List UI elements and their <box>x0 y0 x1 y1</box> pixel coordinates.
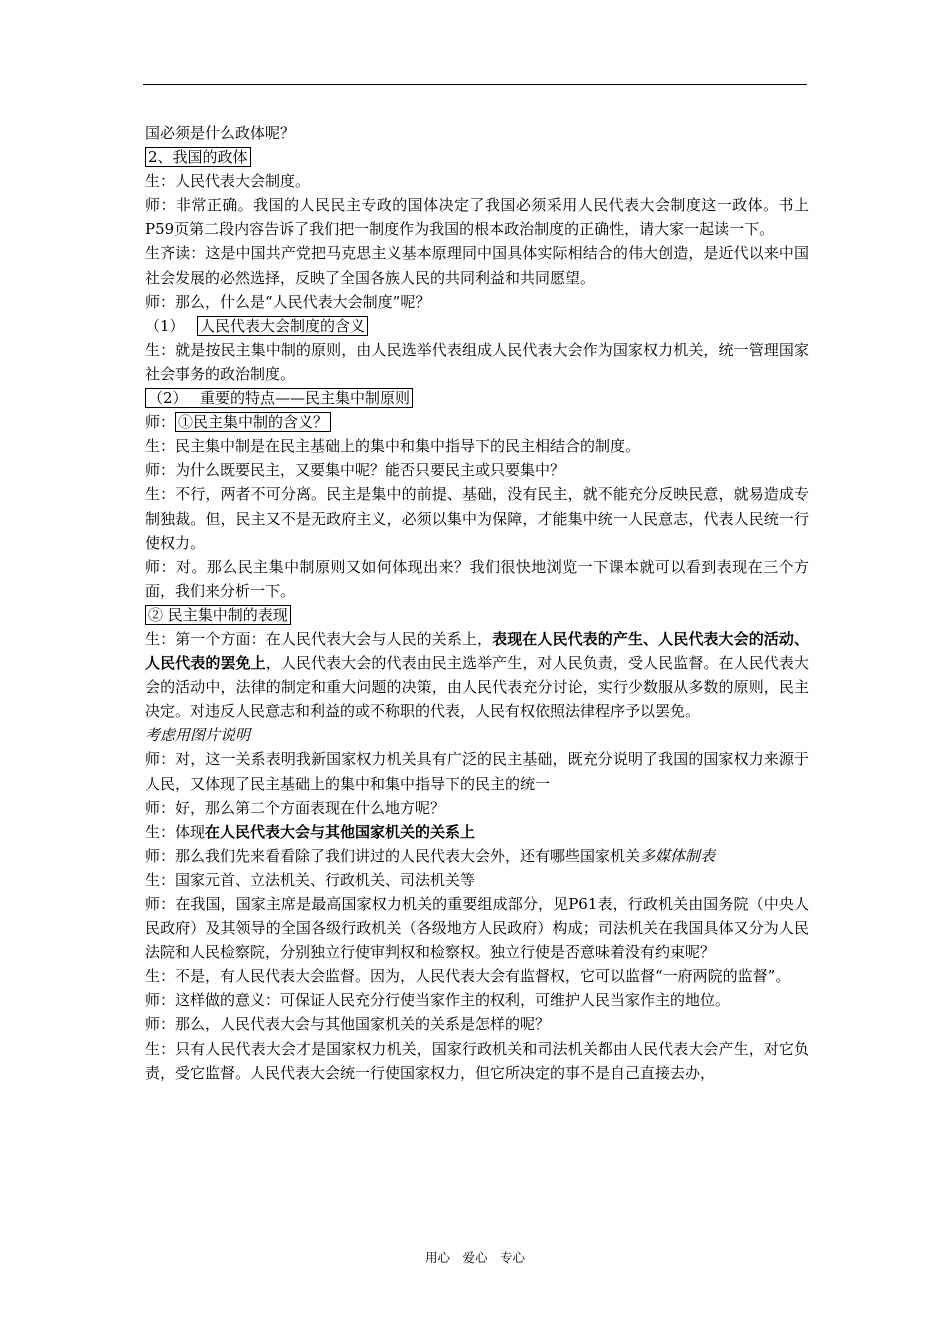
subheading-number: （1） <box>145 316 185 335</box>
paragraph: 师：为什么既要民主，又要集中呢？能否只要民主或只要集中？ <box>145 461 566 480</box>
subheading-text: 重要的特点——民主集中制原则 <box>200 389 411 408</box>
paragraph: 生齐读：这是中国共产党把马克思主义基本原理同中国具体实际相结合的伟大创造，是近代以来中国社会发展的必然选择，反映了全国各族人民的共同利益和共同愿望。 <box>145 244 809 287</box>
bold-text: 在人民代表大会与其他国家机关的关系上 <box>205 822 476 841</box>
subheading-1 <box>145 314 809 338</box>
paragraph: 生：人民代表大会制度。 <box>145 172 311 191</box>
paragraph: 师：那么，人民代表大会与其他国家机关的关系是怎样的呢？ <box>145 1015 551 1034</box>
boxed-heading <box>145 388 413 408</box>
paragraph: 生：不是，有人民代表大会监督。因为，人民代表大会有监督权，它可以监督“一府两院的监督”。 <box>145 967 791 986</box>
paragraph <box>145 410 809 434</box>
subheading-2 <box>145 386 809 410</box>
paragraph <box>145 844 809 868</box>
boxed-heading: 人民代表大会制度的含义 <box>197 316 368 336</box>
paragraph: 生：不行，两者不可分离。民主是集中的前提、基础，没有民主，就不能充分反映民意，就易造成专制独裁。但，民主又不是无政府主义，必须以集中为保障，才能集中统一人民意志，代表人民统一行使权力。 <box>145 485 809 552</box>
italic-note: 考虑用图片说明 <box>145 726 251 745</box>
paragraph: 师：非常正确。我国的人民民主专政的国体决定了我国必须采用人民代表大会制度这一政体。书上P59页第二段内容告诉了我们把一制度作为我国的根本政治制度的正确性，请大家一起读一下。 <box>145 196 809 239</box>
paragraph: 师：好，那么第二个方面表现在什么地方呢？ <box>145 798 446 817</box>
paragraph: 师：对。那么民主集中制原则又如何体现出来？我们很快地浏览一下课本就可以看到表现在三个方面，我们来分析一下。 <box>145 557 809 600</box>
paragraph: 生：只有人民代表大会才是国家权力机关，国家行政机关和司法机关都由人民代表大会产生，对它负责，受它监督。人民代表大会统一行使国家权力，但它所决定的事不是自己直接去办， <box>145 1039 809 1082</box>
paragraph <box>145 820 809 844</box>
section-heading <box>145 145 809 169</box>
paragraph: 师：在我国，国家主席是最高国家权力机关的重要组成部分，见P61表，行政机关由国务院（中央人民政府）及其领导的全国各级行政机关（各级地方人民政府）构成；司法机关在我国具体又分为人民法院和人民检察院，分别独立行使审判权和检察权。独立行使是否意味着没有约束呢？ <box>145 895 809 962</box>
paragraph: 师：那么，什么是“人民代表大会制度”呢？ <box>145 292 431 311</box>
boxed-heading: ② 民主集中制的表现 <box>145 605 291 625</box>
boxed-heading: 2、我国的政体 <box>145 147 251 167</box>
speaker-label: 师： <box>145 413 176 432</box>
header-rule <box>143 84 807 85</box>
section-heading <box>145 603 809 627</box>
text-run: 生：体现 <box>145 822 206 841</box>
text-run: 生：第一个方面：在人民代表大会与人民的关系上， <box>145 629 493 648</box>
paragraph <box>145 627 809 723</box>
paragraph: 生：民主集中制是在民主基础上的集中和集中指导下的民主相结合的制度。 <box>145 437 641 456</box>
paragraph: 师：对，这一关系表明我新国家权力机关具有广泛的民主基础，既充分说明了我国的国家权力来源于人民，又体现了民主基础上的集中和集中指导下的民主的统一 <box>145 750 809 793</box>
boxed-question: ①民主集中制的含义？ <box>175 412 331 432</box>
text-run: 师：那么我们先来看看除了我们讲过的人民代表大会外，还有哪些国家机关 <box>145 846 641 865</box>
page-footer: 用心 爱心 专心 <box>424 1250 525 1265</box>
subheading-number: （2） <box>148 389 188 408</box>
text-run: ，人民代表大会的代表由民主选举产生，对人民负责，受人民监督。在人民代表大会的活动中，法律的制定和重大问题的决策，由人民代表充分讨论，实行少数服从多数的原则，民主决定。对违反人民意志和利益的或不称职的代表，人民有权依照法律程序予以罢免。 <box>145 654 809 721</box>
bold-text: 表现在人民代表的产生、人民代表大会的活动、人民代表的罢免上 <box>145 629 809 673</box>
paragraph: 国必须是什么政体呢？ <box>145 124 296 142</box>
document-body <box>145 121 809 1085</box>
paragraph: 生：国家元首、立法机关、行政机关、司法机关等 <box>145 870 476 889</box>
paragraph: 生：就是按民主集中制的原则，由人民选举代表组成人民代表大会作为国家权力机关，统一管理国家社会事务的政治制度。 <box>145 340 809 383</box>
italic-note: 多媒体制表 <box>640 846 716 865</box>
paragraph: 师：这样做的意义：可保证人民充分行使当家作主的权利，可维护人民当家作主的地位。 <box>145 991 731 1010</box>
